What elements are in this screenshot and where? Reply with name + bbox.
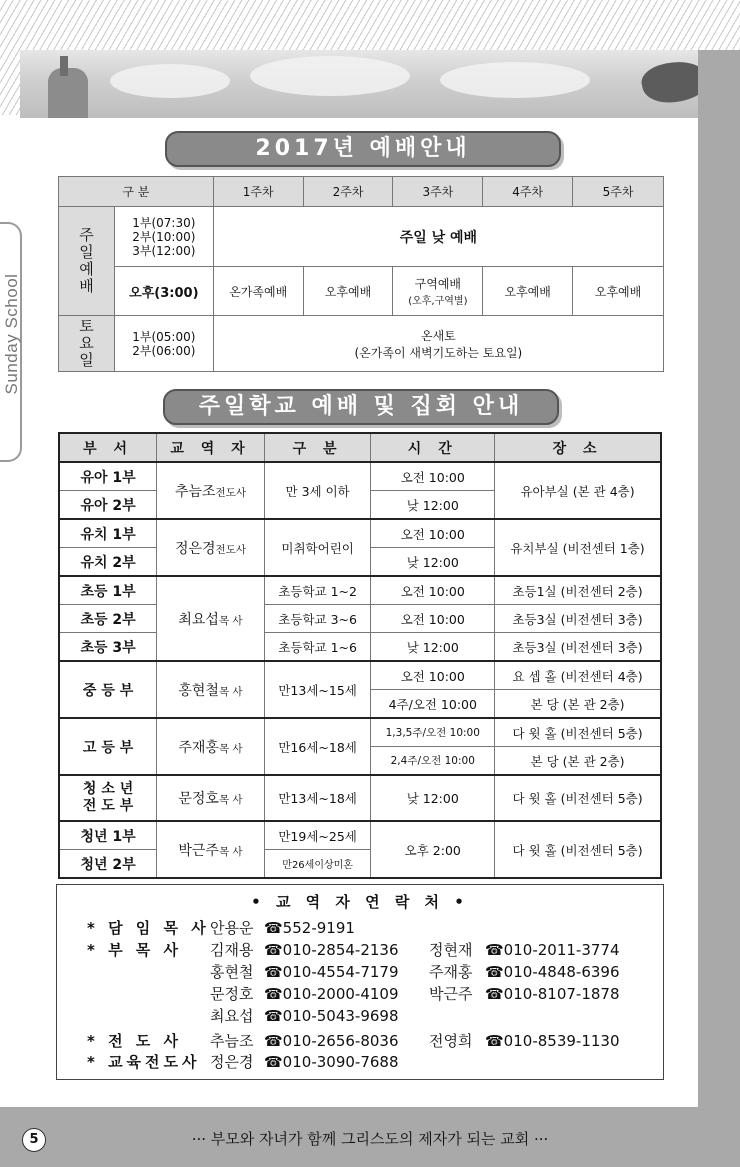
- saturday-times: 1부(05:00) 2부(06:00): [114, 316, 213, 372]
- time-cell: 낮 12:00: [371, 775, 495, 821]
- teacher-cell: [157, 775, 265, 821]
- contact-role: * 교육전도사: [87, 1053, 201, 1071]
- group-cell: 만 3세 이하: [264, 462, 371, 519]
- header-place: 장 소: [495, 433, 661, 462]
- dept-cell: 고 등 부: [59, 718, 157, 775]
- contact-phone: ☎010-4848-6396: [485, 963, 620, 981]
- table-row: [59, 207, 664, 267]
- teacher-cell: [157, 519, 265, 576]
- dept-cell: 초등 2부: [59, 605, 157, 633]
- contact-name: 안용운: [210, 919, 254, 937]
- group-cell: 만13세~18세: [264, 775, 371, 821]
- table-header-row: [59, 433, 661, 462]
- worship-schedule-table: [58, 176, 664, 372]
- contact-name: 문정호: [210, 985, 254, 1003]
- contact-name: 홍현철: [210, 963, 254, 981]
- tower-silhouette: [60, 56, 68, 76]
- contacts-title: • 교 역 자 연 락 처 •: [251, 893, 469, 911]
- footer-motto: ··· 부모와 자녀가 함께 그리스도의 제자가 되는 교회 ···: [191, 1130, 549, 1148]
- table-row: [59, 821, 661, 850]
- contact-role: * 담 임 목 사: [87, 919, 210, 937]
- place-cell: 본 당 (본 관 2층): [495, 690, 661, 719]
- group-cell: 미취학어린이: [264, 519, 371, 576]
- page-number: 5: [22, 1128, 46, 1152]
- contact-phone: ☎552-9191: [264, 919, 355, 937]
- table-row: [59, 605, 661, 633]
- place-cell: 초등3실 (비전센터 3층): [495, 605, 661, 633]
- group-cell: 초등학교 1~2: [264, 576, 371, 605]
- sunday-school-title: 주일학교 예배 및 집회 안내: [163, 389, 559, 425]
- time-cell: 오전 10:00: [371, 576, 495, 605]
- contact-phone: ☎010-5043-9698: [264, 1007, 399, 1025]
- time-cell: 오전 10:00: [371, 519, 495, 548]
- afternoon-week-3-main: 구역예배: [414, 277, 462, 291]
- place-cell: 다 윗 홀 (비전센터 5층): [495, 821, 661, 878]
- teacher-title: 목 사: [218, 614, 243, 627]
- header-week-2: 2주차: [303, 177, 393, 207]
- morning-times: 1부(07:30) 2부(10:00) 3부(12:00): [114, 207, 213, 267]
- teacher-name: 추늠조: [174, 483, 216, 500]
- building-silhouette: [48, 68, 88, 118]
- staff-contacts-box: [56, 884, 664, 1080]
- time-cell: 오후 2:00: [371, 821, 495, 878]
- teacher-cell: [157, 462, 265, 519]
- teacher-title: 목 사: [218, 845, 243, 858]
- teacher-cell: [157, 576, 265, 661]
- contact-name: 김재용: [210, 941, 254, 959]
- time-cell: 낮 12:00: [371, 633, 495, 662]
- teacher-cell: [157, 718, 265, 775]
- header-banner-image: [20, 50, 698, 118]
- header-time: 시 간: [371, 433, 495, 462]
- place-cell: 다 윗 홀 (비전센터 5층): [495, 718, 661, 747]
- cloud-shape: [440, 62, 590, 98]
- dept-cell: 유치 1부: [59, 519, 157, 548]
- cloud-shape: [250, 56, 410, 96]
- header-week-1: 1주차: [213, 177, 303, 207]
- afternoon-week-5: 오후예배: [573, 267, 664, 316]
- side-label: Sunday School: [2, 273, 21, 395]
- contact-role: * 부 목 사: [87, 941, 182, 959]
- contact-phone: ☎010-2000-4109: [264, 985, 399, 1003]
- contact-phone: ☎010-8539-1130: [485, 1032, 620, 1050]
- afternoon-week-2: 오후예배: [303, 267, 393, 316]
- table-row: [59, 462, 661, 491]
- cloud-shape: [110, 64, 230, 98]
- contact-name: 추늠조: [210, 1032, 254, 1050]
- contact-phone: ☎010-3090-7688: [264, 1053, 399, 1071]
- teacher-title: 목 사: [218, 794, 243, 806]
- group-cell: 만13세~15세: [264, 661, 371, 718]
- worship-guide-title: 2017년 예배안내: [165, 131, 561, 167]
- contact-name: 박근주: [429, 985, 473, 1003]
- contact-name: 최요섭: [210, 1007, 254, 1025]
- time-cell: 오전 10:00: [371, 661, 495, 690]
- teacher-title: 전도사: [215, 543, 246, 556]
- place-cell: 유아부실 (본 관 4층): [495, 462, 661, 519]
- table-row: [59, 661, 661, 690]
- saturday-service-note: (온가족이 새벽기도하는 토요일): [354, 345, 523, 360]
- teacher-name: 박근주: [178, 842, 219, 859]
- group-cell: 만16세~18세: [264, 718, 371, 775]
- time-cell: 오전 10:00: [371, 462, 495, 491]
- table-row: [59, 267, 664, 316]
- table-row: [59, 775, 661, 821]
- contact-name: 정현재: [429, 941, 473, 959]
- teacher-name: 홍현철: [178, 682, 219, 699]
- place-cell: 초등1실 (비전센터 2층): [495, 576, 661, 605]
- table-row: [59, 576, 661, 605]
- saturday-label: 토 요 일: [59, 316, 115, 372]
- teacher-cell: [157, 661, 265, 718]
- time-cell: 2,4주/오전 10:00: [371, 747, 495, 776]
- contact-phone: ☎010-4554-7179: [264, 963, 399, 981]
- dept-cell: 청년 1부: [59, 821, 157, 850]
- afternoon-week-4: 오후예배: [483, 267, 573, 316]
- morning-service: 주일 낮 예배: [213, 207, 663, 267]
- table-header-row: [59, 177, 664, 207]
- dept-cell: 청 소 년 전 도 부: [59, 775, 157, 821]
- dept-cell: 유아 1부: [59, 462, 157, 491]
- header-week-5: 5주차: [573, 177, 664, 207]
- time-cell: 1,3,5주/오전 10:00: [371, 718, 495, 747]
- teacher-name: 주재홍: [178, 739, 219, 756]
- teacher-cell: [157, 821, 265, 878]
- group-cell: 초등학교 3~6: [264, 605, 371, 633]
- table-row: [59, 519, 661, 548]
- teacher-name: 최요섭: [178, 611, 219, 628]
- island-silhouette: [639, 56, 698, 109]
- group-cell: 만19세~25세: [264, 821, 371, 850]
- header-category: 구 분: [59, 177, 214, 207]
- time-cell: 낮 12:00: [371, 548, 495, 577]
- header-group: 구 분: [264, 433, 371, 462]
- teacher-title: 목 사: [218, 742, 243, 755]
- dept-cell: 유아 2부: [59, 491, 157, 520]
- contact-name: 전영희: [429, 1032, 473, 1050]
- contact-phone: ☎010-2854-2136: [264, 941, 399, 959]
- sunday-school-table: [58, 432, 662, 879]
- contact-name: 정은경: [210, 1053, 254, 1071]
- dept-cell: 초등 3부: [59, 633, 157, 662]
- afternoon-week-3: [393, 267, 483, 316]
- time-cell: 낮 12:00: [371, 491, 495, 520]
- header-teacher: 교 역 자: [157, 433, 265, 462]
- table-row: [59, 633, 661, 662]
- group-cell: 초등학교 1~6: [264, 633, 371, 662]
- place-cell: 초등3실 (비전센터 3층): [495, 633, 661, 662]
- header-week-3: 3주차: [393, 177, 483, 207]
- contact-name: 주재홍: [429, 963, 473, 981]
- contact-phone: ☎010-2656-8036: [264, 1032, 399, 1050]
- place-cell: 본 당 (본 관 2층): [495, 747, 661, 776]
- right-border-bar: [698, 50, 740, 1167]
- afternoon-time: 오후(3:00): [114, 267, 213, 316]
- teacher-name: 정은경: [174, 540, 216, 557]
- contact-phone: ☎010-2011-3774: [485, 941, 620, 959]
- dept-cell: 유치 2부: [59, 548, 157, 577]
- teacher-title: 목 사: [218, 685, 243, 698]
- header-dept: 부 서: [59, 433, 157, 462]
- saturday-service: [213, 316, 663, 372]
- time-cell: 오전 10:00: [371, 605, 495, 633]
- contact-phone: ☎010-8107-1878: [485, 985, 620, 1003]
- time-cell: 4주/오전 10:00: [371, 690, 495, 719]
- sunday-label: 주 일 예 배: [59, 207, 115, 316]
- dept-cell: 청년 2부: [59, 850, 157, 879]
- dept-cell: 초등 1부: [59, 576, 157, 605]
- place-cell: 요 셉 홀 (비전센터 4층): [495, 661, 661, 690]
- afternoon-week-1: 온가족예배: [213, 267, 303, 316]
- group-cell: 만26세이상미혼: [264, 850, 371, 879]
- header-week-4: 4주차: [483, 177, 573, 207]
- table-row: [59, 316, 664, 372]
- saturday-service-name: 온새토: [421, 328, 456, 343]
- contact-role: * 전 도 사: [87, 1032, 182, 1050]
- place-cell: 유치부실 (비전센터 1층): [495, 519, 661, 576]
- teacher-title: 전도사: [215, 486, 246, 499]
- place-cell: 다 윗 홀 (비전센터 5층): [495, 775, 661, 821]
- teacher-name: 문정호: [178, 791, 219, 807]
- dept-cell: 중 등 부: [59, 661, 157, 718]
- table-row: [59, 718, 661, 747]
- afternoon-week-3-note: (오후,구역별): [408, 296, 468, 307]
